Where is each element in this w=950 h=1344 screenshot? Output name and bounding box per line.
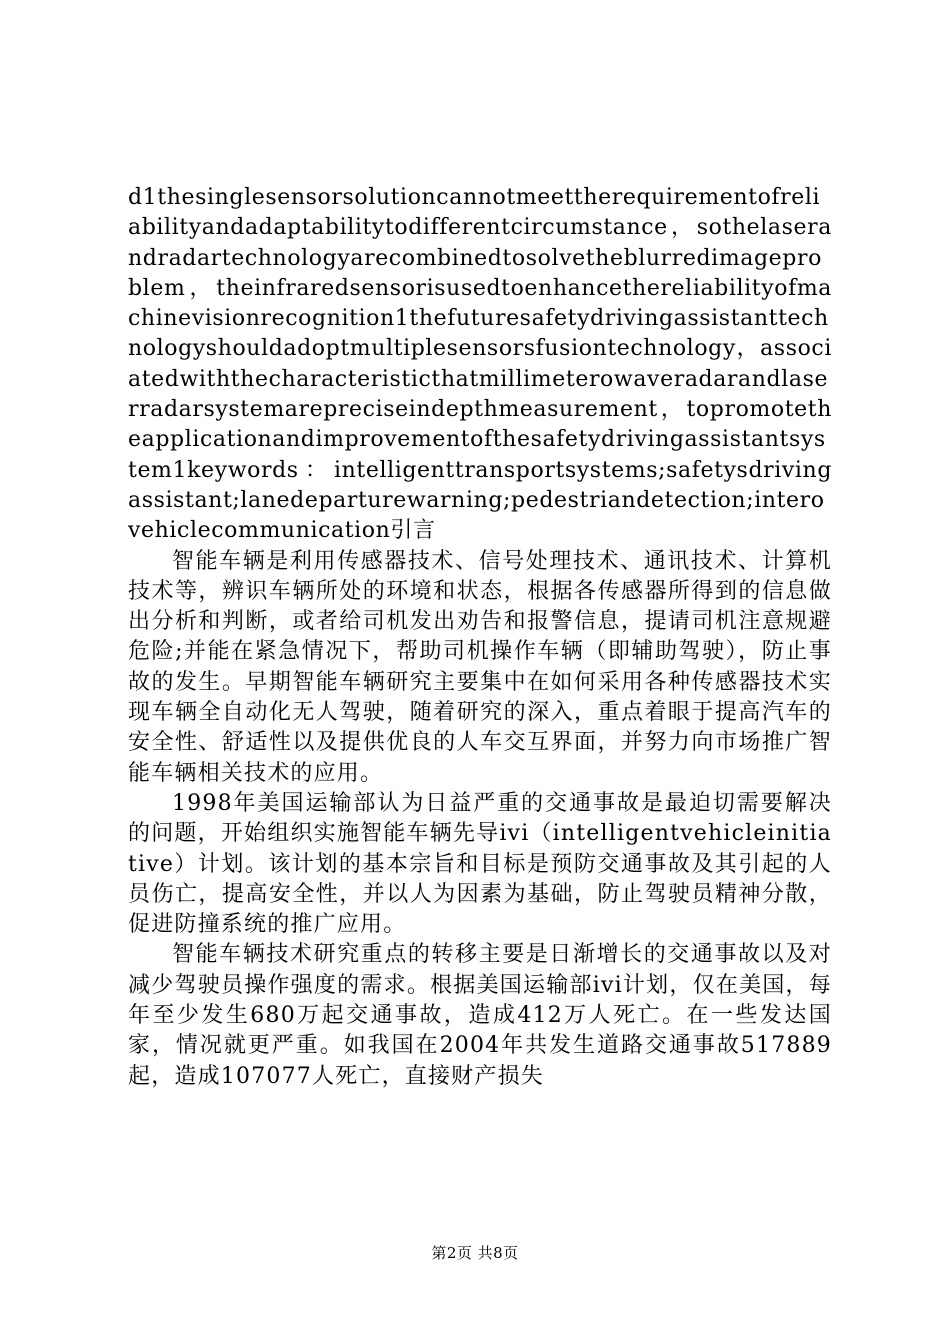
body-text — [128, 183, 832, 1092]
paragraph-accidents: 智能车辆技术研究重点的转移主要是日渐增长的交通事故以及对减少驾驶员操作强度的需求。根据美国运输部ivi计划，仅在美国，每年至少发生680万起交通事故，造成412万人死亡。在一些发达国家，情况就更严重。如我国在2004年共发生道路交通事故517889起，造成107077人死亡，直接财产损失 — [128, 942, 832, 1089]
abstract-paragraph: d1thesinglesensorsolutioncannotmeettherequirementofreliabilityandadaptabilitytodifferentcircumstance，sothelaserandradartechnologyarecombinedtosolvetheblurredimageproblem，theinfraredsensorisusedtoenhancethereliabilityofmachinevisionrecognition1thefuturesafetydrivingassistanttechnologyshouldadoptmultiplesensorsfusiontechnology，associatedwiththecharacteristicthatmillimeterowaveradarandlaserradarsystemarepreciseindepthmeasurement，topromotetheapplicationandimprovementofthesafetydrivingassistantsystem1keywords：intelligenttransportsystems;safetysdrivingassistant;lanedeparturewarning;pedestriandetection;interovehiclecommunication引言 — [128, 185, 832, 544]
page-number: 第2页 共8页 — [431, 1244, 519, 1262]
page-footer — [0, 1243, 950, 1263]
paragraph-ivi: 1998年美国运输部认为日益严重的交通事故是最迫切需要解决的问题，开始组织实施智能车辆先导ivi（intelligentvehicleinitiative）计划。该计划的基本宗旨和目标是预防交通事故及其引起的人员伤亡，提高安全性，并以人为因素为基础，防止驾驶员精神分散，促进防撞系统的推广应用。 — [128, 790, 832, 938]
paragraph-intro: 智能车辆是利用传感器技术、信号处理技术、通讯技术、计算机技术等，辨识车辆所处的环境和状态，根据各传感器所得到的信息做出分析和判断，或者给司机发出劝告和报警信息，提请司机注意规避危险;并能在紧急情况下，帮助司机操作车辆（即辅助驾驶），防止事故的发生。早期智能车辆研究主要集中在如何采用各种传感器技术实现车辆全自动化无人驾驶，随着研究的深入，重点着眼于提高汽车的安全性、舒适性以及提供优良的人车交互界面，并努力向市场推广智能车辆相关技术的应用。 — [128, 548, 832, 786]
